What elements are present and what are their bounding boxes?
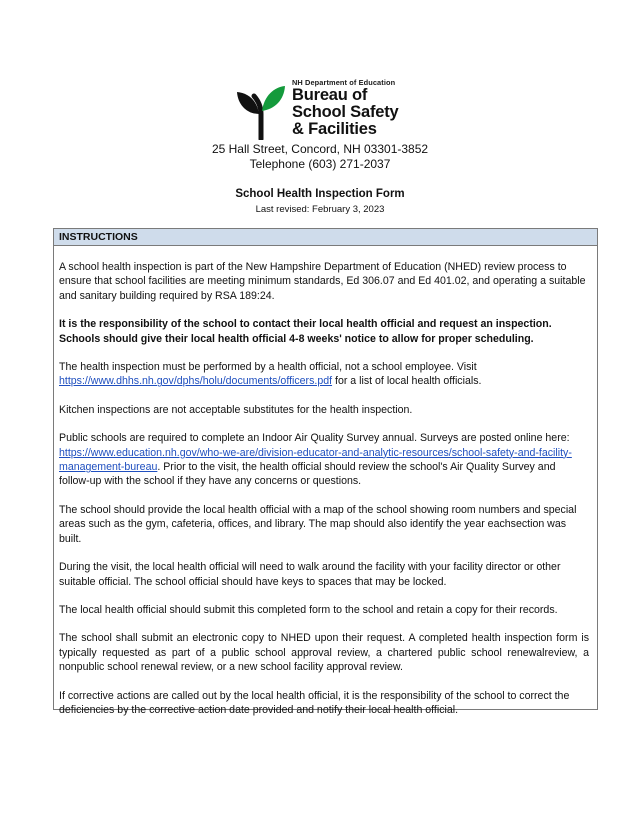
instruction-paragraph: The school shall submit an electronic copy to NHED upon their request. A completed health inspection form is typically requested as part of a public school approval review, a chartered public school renewalreview, a nonpublic school renewal review, or a new school facility approval review. bbox=[59, 632, 589, 674]
telephone: Telephone (603) 271-2037 bbox=[249, 157, 391, 171]
address: 25 Hall Street, Concord, NH 03301-3852 bbox=[211, 142, 429, 156]
instruction-paragraph bbox=[59, 360, 589, 389]
instruction-paragraph-bold: It is the responsibility of the school to contact their local health official and request an inspection. Schools should give their local health official 4-8 weeks' notice to allow for proper scheduling. bbox=[59, 318, 552, 345]
instruction-paragraph: During the visit, the local health official will need to walk around the facility with your facility director or other suitable official. The school official should have keys to spaces that may be locked. bbox=[59, 561, 561, 588]
instruction-paragraph bbox=[59, 431, 589, 489]
health-officers-link[interactable]: https://www.dhhs.nh.gov/dphs/holu/documents/officers.pdf bbox=[59, 375, 333, 388]
logo-line-1: Bureau of bbox=[292, 86, 368, 104]
plant-logo-icon bbox=[234, 84, 286, 140]
instructions-box bbox=[53, 228, 598, 716]
logo-department: NH Department of Education bbox=[292, 78, 396, 87]
instructions-heading: INSTRUCTIONS bbox=[54, 229, 597, 246]
air-quality-survey-link[interactable]: https://www.education.nh.gov/who-we-are/division-educator-and-analytic-resources/school-safety-and-facility-management-bureau bbox=[59, 446, 572, 474]
instruction-text: for a list of local health officials. bbox=[332, 375, 482, 388]
instruction-paragraph: A school health inspection is part of the New Hampshire Department of Education (NHED) review process to ensure that school facilities are meeting minimum standards, Ed 306.07 and Ed 401.02, and operating a suitable and sanitary building required by RSA 189:24. bbox=[59, 261, 586, 302]
revision-date: Last revised: February 3, 2023 bbox=[255, 204, 385, 215]
logo-line-3: & Facilities bbox=[292, 120, 377, 138]
instruction-paragraph: If corrective actions are called out by the local health official, it is the responsibility of the school to correct the deficiencies by the corrective action date provided and notify their local health official. bbox=[59, 689, 570, 716]
bureau-logo bbox=[234, 78, 424, 142]
instruction-paragraph: The local health official should submit this completed form to the school and retain a copy for their records. bbox=[59, 603, 558, 616]
form-title: School Health Inspection Form bbox=[235, 188, 405, 200]
instructions-body bbox=[54, 246, 597, 717]
instruction-text: Public schools are required to complete an Indoor Air Quality Survey annual. Surveys are posted online here: bbox=[59, 432, 570, 445]
instruction-text: The health inspection must be performed by a health official, not a school employee. Visit bbox=[59, 361, 477, 374]
instruction-paragraph: Kitchen inspections are not acceptable substitutes for the health inspection. bbox=[59, 403, 413, 416]
logo-line-2: School Safety bbox=[292, 103, 399, 121]
instruction-paragraph: The school should provide the local health official with a map of the school showing room numbers and special areas such as the gym, cafeteria, offices, and library. The map should also identify the year eachsection was built. bbox=[59, 503, 577, 545]
instruction-text: . Prior to the visit, the health official should review the school's Air Quality Survey and follow-up with the school if they have any concerns or questions. bbox=[59, 461, 556, 488]
